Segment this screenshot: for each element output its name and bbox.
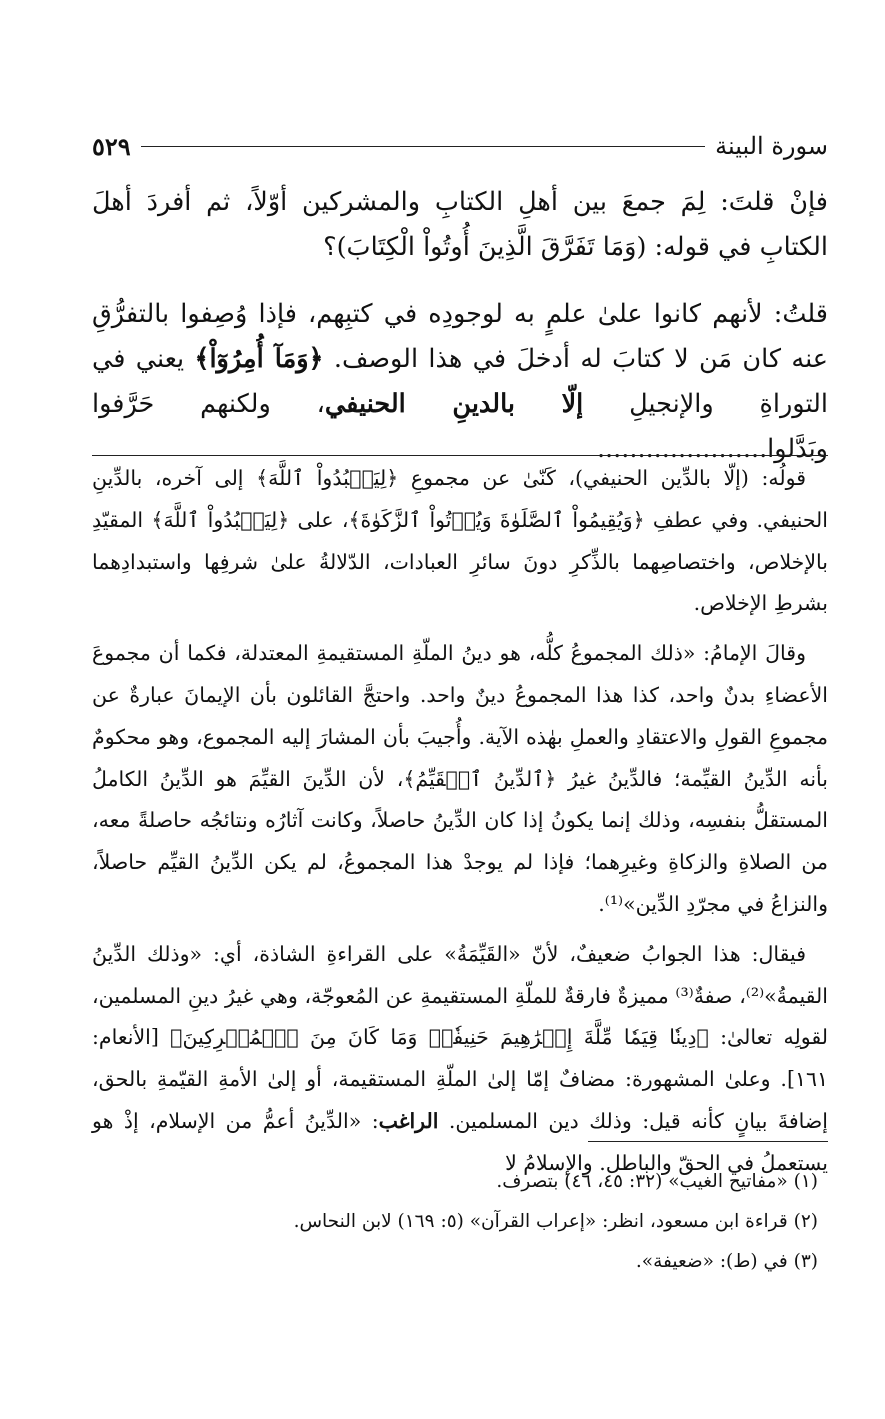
- bold-phrase: إلّا بالدينِ الحنيفي: [324, 389, 584, 419]
- page-number: ٥٢٩: [92, 131, 131, 161]
- footnote-3: (٣) في (ط): «ضعيفة».: [635, 1251, 818, 1272]
- footnote-2: (٢) قراءة ابن مسعود، انظر: «إعراب القرآن» (٥: ١٦٩) لابن النحاس.: [293, 1211, 818, 1232]
- footnote-divider: [588, 1141, 828, 1142]
- author-name: الراغب: [378, 1108, 439, 1133]
- footnote-1: (١) «مفاتيح الغيب» (٣٢: ٤٥، ٤٦) بتصرف.: [496, 1171, 818, 1192]
- section-divider: [92, 455, 828, 456]
- page-header: [92, 126, 828, 166]
- footnotes: [92, 1162, 828, 1282]
- main-paragraph-2-part-b: يعني في التوراةِ والإنجيلِ: [92, 344, 829, 419]
- main-text: [92, 180, 828, 488]
- main-paragraph-2-part-a: قلتُ: لأنهم كانوا علىٰ علمٍ به لوجودِه في كتبِهم، فإذا وُصِفوا بالتفرُّقِ عنه كان مَن لا كتابَ له أدخلَ في هذا الوصف.: [92, 299, 828, 374]
- main-paragraph-2-part-c: ، ولكنهم حَرَّفوا وبَدَّلوا.: [92, 389, 828, 464]
- main-paragraph-2: [92, 292, 828, 472]
- surah-title: سورة البينة: [715, 132, 828, 160]
- commentary-paragraph-1: قولُه: (إلّا بالدِّين الحنيفي)، كَنّىٰ عن مجموعِ ﴿لِيَعۡبُدُواْ ٱللَّهَ﴾ إلى آخره، بالدِّينِ الحنيفي. وفي عطفِ ﴿وَيُقِيمُواْ ٱلصَّلَوٰةَ وَيُؤۡتُواْ ٱلزَّكَوٰةَ﴾، على ﴿لِيَعۡبُدُواْ ٱللَّهَ﴾ المقيّدِ بالإخلاص، واختصاصِهما بالذِّكرِ دونَ سائرِ العبادات، الدّلالةُ علىٰ شرفِها واستبدادِهما بشرطِ الإخلاص.: [92, 466, 828, 616]
- main-paragraph-1: فإنْ قلتَ: لِمَ جمعَ بين أهلِ الكتابِ والمشركين أوّلاً، ثم أفردَ أهلَ الكتابِ في قوله: (وَمَا تَفَرَّقَ الَّذِينَ أُوتُواْ الْكِتَابَ)؟: [92, 187, 828, 262]
- commentary-paragraph-3: [92, 934, 828, 1185]
- commentary-paragraph-3-part-b: : «الدِّينُ أعمُّ من الإسلام، إذْ هو يستعملُ في الحقّ والباطل. والإسلامُ لا: [92, 1108, 828, 1175]
- dotted-leader: ....................: [596, 434, 760, 464]
- commentary-paragraph-2: وقالَ الإمامُ: «ذلك المجموعُ كلُّه، هو دينُ الملّةِ المستقيمةِ المعتدلة، فكما أن مجموعَ الأعضاءِ بدنٌ واحد، كذا هذا المجموعُ دينٌ واحد. واحتجَّ القائلون بأن الإيمانَ عبارةٌ عن مجموعِ القولِ والاعتقادِ والعملِ بهٰذه الآية. وأُجيبَ بأن المشارَ إليه المجموع، وهو محكومٌ بأنه الدِّينُ القيِّمة؛ فالدِّينُ غيرُ ﴿ٱلدِّينُ ٱلۡقَيِّمُ﴾، لأن الدِّينَ القيِّمَ هو الدِّينُ الكاملُ المستقلُّ بنفسِه، وذلك إنما يكونُ إذا كان الدِّينُ حاصلاً، وكانت آثارُه ونتائجُه حاصلةً معه، من الصلاةِ والزكاةِ وغيرِهما؛ فإذا لم يوجدْ هذا المجموعُ، لم يكن الدِّينُ القيِّم حاصلاً، والنزاعُ في مجرّدِ الدِّين»⁽¹⁾.: [92, 641, 828, 916]
- header-rule: [141, 146, 705, 147]
- commentary-text: [92, 458, 828, 1185]
- commentary-paragraph-3-part-a: فيقال: هذا الجوابُ ضعيفٌ، لأنّ «القَيِّمَةُ» على القراءةِ الشاذة، أي: «وذلك الدِّينُ القيمةُ»⁽²⁾، صفةٌ⁽³⁾ مميزةٌ فارقةٌ للملّةِ المستقيمةِ عن المُعوجّة، وهي غيرُ دينِ المسلمين، لقولِه تعالىٰ: ﴿دِينٗا قِيَمٗا مِّلَّةَ إِبۡرَٰهِيمَ حَنِيفٗاۚ وَمَا كَانَ مِنَ ٱلۡمُشۡرِكِينَ﴾ [الأنعام: ١٦١]. وعلىٰ المشهورة: مضافٌ إمّا إلىٰ الملّةِ المستقيمة، أو إلىٰ الأمةِ القيّمةِ بالحق، إضافةَ بيانٍ كأنه قيل: وذلك دين المسلمين.: [92, 941, 828, 1133]
- quran-verse: ﴿وَمَآ أُمِرُوٓاْ﴾: [194, 344, 324, 374]
